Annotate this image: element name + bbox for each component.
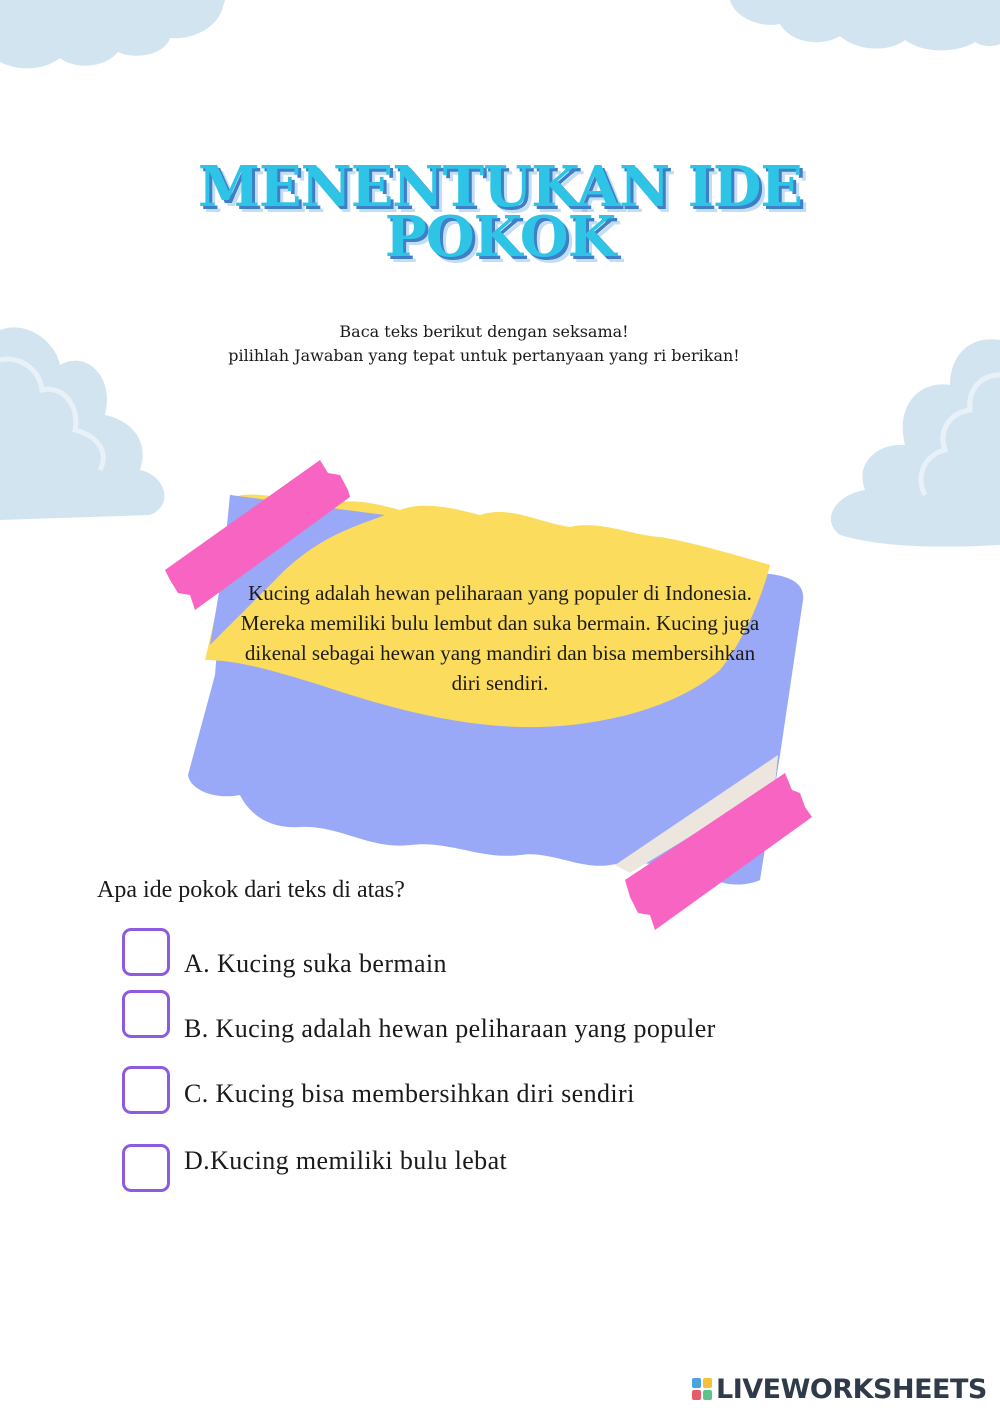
question-text: Apa ide pokok dari teks di atas? bbox=[97, 877, 405, 903]
option-a-label: A. Kucing suka bermain bbox=[184, 949, 447, 978]
logo-text: LIVEWORKSHEETS bbox=[716, 1373, 987, 1405]
instructions bbox=[0, 320, 968, 368]
cloud-top-left bbox=[0, 0, 240, 75]
instruction-line-1: Baca teks berikut dengan seksama! bbox=[339, 322, 629, 341]
title-line-1: MENENTUKAN IDE bbox=[197, 154, 803, 220]
liveworksheets-logo-icon bbox=[692, 1378, 712, 1400]
checkbox-option-d[interactable] bbox=[122, 1144, 170, 1192]
checkbox-option-a[interactable] bbox=[122, 928, 170, 976]
option-c-label: C. Kucing bisa membersihkan diri sendiri bbox=[184, 1079, 635, 1108]
checkbox-option-c[interactable] bbox=[122, 1066, 170, 1114]
reading-passage: Kucing adalah hewan peliharaan yang populer di Indonesia. Mereka memiliki bulu lembut dan suka bermain. Kucing juga dikenal sebagai hewan yang mandiri dan bisa membersihkan diri sendiri. bbox=[240, 581, 760, 695]
option-b-label: B. Kucing adalah hewan peliharaan yang populer bbox=[184, 1014, 716, 1043]
instruction-line-2: pilihlah Jawaban yang tepat untuk pertanyaan yang ri berikan! bbox=[228, 346, 740, 365]
title-line-2: POKOK bbox=[384, 204, 616, 270]
cloud-top-right bbox=[720, 0, 1000, 70]
liveworksheets-logo[interactable] bbox=[692, 1374, 987, 1404]
checkbox-option-b[interactable] bbox=[122, 990, 170, 1038]
option-d-label: D.Kucing memiliki bulu lebat bbox=[184, 1146, 508, 1175]
worksheet-title bbox=[0, 154, 1000, 270]
